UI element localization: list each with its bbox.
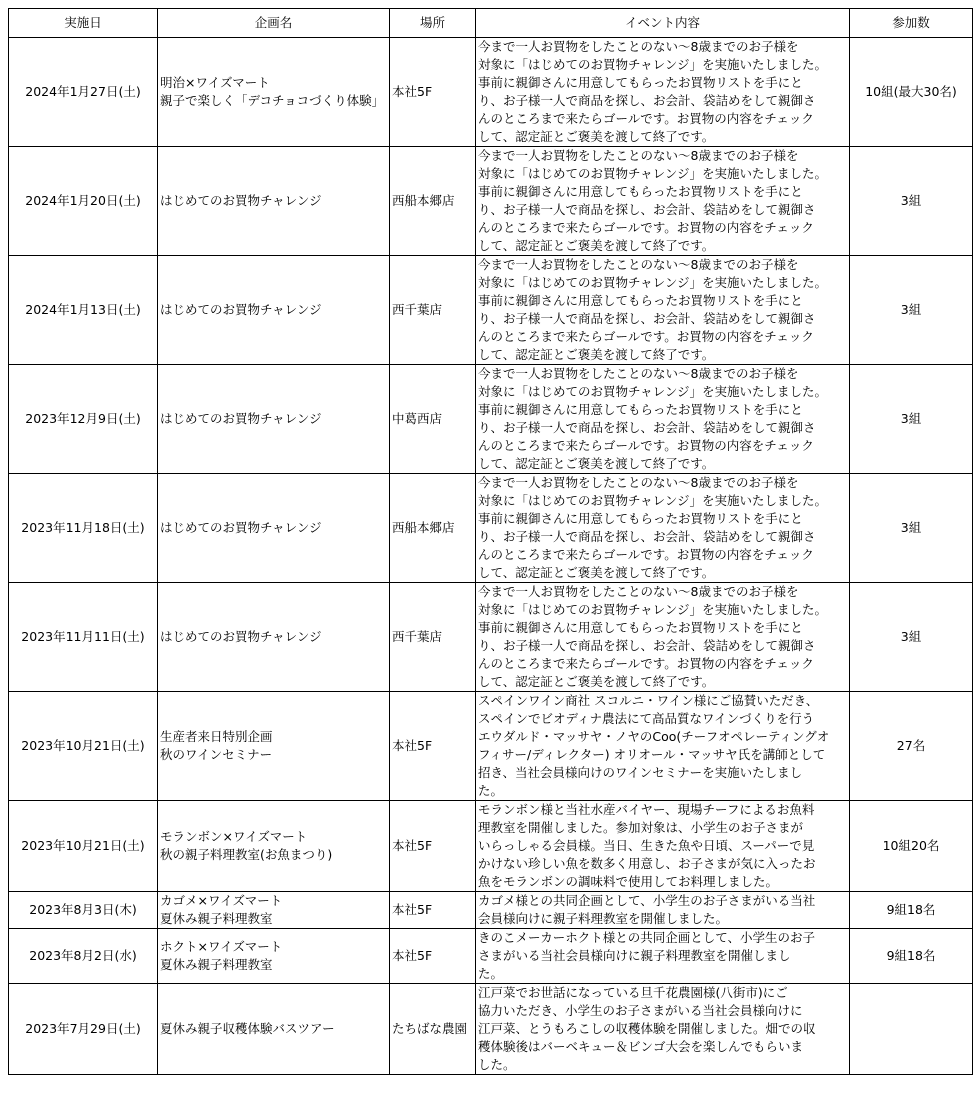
date-cell: 2023年11月18日(土) <box>9 474 158 583</box>
table-row <box>9 892 973 929</box>
date-cell: 2024年1月13日(土) <box>9 256 158 365</box>
place-cell: 西船本郷店 <box>390 474 476 583</box>
events-table <box>8 8 973 1075</box>
date-cell: 2023年11月11日(土) <box>9 583 158 692</box>
place-cell: 西千葉店 <box>390 256 476 365</box>
date-cell: 2023年12月9日(土) <box>9 365 158 474</box>
table-row <box>9 38 973 147</box>
table-row <box>9 474 973 583</box>
table-row <box>9 984 973 1075</box>
date-cell: 2023年8月3日(木) <box>9 892 158 929</box>
table-row <box>9 692 973 801</box>
participants-cell: 3組 <box>850 256 973 365</box>
table-row <box>9 365 973 474</box>
content-cell: きのこメーカーホクト様との共同企画として、小学生のお子 さまがいる当社会員様向けに親子料理教室を開催しまし た。 <box>476 929 850 984</box>
participants-cell: 9組18名 <box>850 892 973 929</box>
participants-cell: 10組(最大30名) <box>850 38 973 147</box>
header-participants: 参加数 <box>850 9 973 38</box>
event-name-cell: 生産者来日特別企画 秋のワインセミナー <box>158 692 390 801</box>
content-cell: 今まで一人お買物をしたことのない～8歳までのお子様を 対象に「はじめてのお買物チャレンジ」を実施いたしました。 事前に親御さんに用意してもらったお買物リストを手にと り、お子様一人で商品を探し、お会計、袋詰めをして親御さ んのところまで来たらゴールです。お買物の内容をチェック して、認定証とご褒美を渡して終了です。 <box>476 147 850 256</box>
participants-cell: 3組 <box>850 147 973 256</box>
table-row <box>9 801 973 892</box>
content-cell: 今まで一人お買物をしたことのない～8歳までのお子様を 対象に「はじめてのお買物チャレンジ」を実施いたしました。 事前に親御さんに用意してもらったお買物リストを手にと り、お子様一人で商品を探し、お会計、袋詰めをして親御さ んのところまで来たらゴールです。お買物の内容をチェック して、認定証とご褒美を渡して終了です。 <box>476 256 850 365</box>
header-event-name: 企画名 <box>158 9 390 38</box>
header-date: 実施日 <box>9 9 158 38</box>
place-cell: 本社5F <box>390 801 476 892</box>
event-name-cell: はじめてのお買物チャレンジ <box>158 147 390 256</box>
event-name-cell: はじめてのお買物チャレンジ <box>158 256 390 365</box>
content-cell: カゴメ様との共同企画として、小学生のお子さまがいる当社 会員様向けに親子料理教室を開催しました。 <box>476 892 850 929</box>
content-cell: 江戸菜でお世話になっている旦千花農園様(八街市)にご 協力いただき、小学生のお子さまがいる当社会員様向けに 江戸菜、とうもろこしの収穫体験を開催しました。畑での収 穫体験後はバーベキュー＆ビンゴ大会を楽しんでもらいま した。 <box>476 984 850 1075</box>
participants-cell: 9組18名 <box>850 929 973 984</box>
place-cell: 本社5F <box>390 929 476 984</box>
table-row <box>9 583 973 692</box>
participants-cell: 3組 <box>850 474 973 583</box>
participants-cell <box>850 984 973 1075</box>
date-cell: 2024年1月20日(土) <box>9 147 158 256</box>
event-name-cell: カゴメ×ワイズマート 夏休み親子料理教室 <box>158 892 390 929</box>
place-cell: 本社5F <box>390 38 476 147</box>
table-row <box>9 147 973 256</box>
event-name-cell: はじめてのお買物チャレンジ <box>158 583 390 692</box>
date-cell: 2023年10月21日(土) <box>9 692 158 801</box>
place-cell: 本社5F <box>390 692 476 801</box>
content-cell: 今まで一人お買物をしたことのない～8歳までのお子様を 対象に「はじめてのお買物チャレンジ」を実施いたしました。 事前に親御さんに用意してもらったお買物リストを手にと り、お子様一人で商品を探し、お会計、袋詰めをして親御さ んのところまで来たらゴールです。お買物の内容をチェック して、認定証とご褒美を渡して終了です。 <box>476 474 850 583</box>
place-cell: たちばな農園 <box>390 984 476 1075</box>
participants-cell: 27名 <box>850 692 973 801</box>
event-name-cell: ホクト×ワイズマート 夏休み親子料理教室 <box>158 929 390 984</box>
date-cell: 2023年10月21日(土) <box>9 801 158 892</box>
header-content: イベント内容 <box>476 9 850 38</box>
place-cell: 西船本郷店 <box>390 147 476 256</box>
event-name-cell: モランボン×ワイズマート 秋の親子料理教室(お魚まつり) <box>158 801 390 892</box>
header-place: 場所 <box>390 9 476 38</box>
place-cell: 本社5F <box>390 892 476 929</box>
content-cell: スペインワイン商社 スコルニ・ワイン様にご協賛いただき、 スペインでビオディナ農法にて高品質なワインづくりを行う エウダルド・マッサヤ・ノヤのCoo(チーフオペレーティングオ フィサー/ディレクター) オリオール・マッサヤ氏を講師として 招き、当社会員様向けのワインセミナーを実施いたしまし た。 <box>476 692 850 801</box>
table-row <box>9 256 973 365</box>
participants-cell: 3組 <box>850 583 973 692</box>
event-name-cell: 明治×ワイズマート 親子で楽しく「デコチョコづくり体験」 <box>158 38 390 147</box>
date-cell: 2024年1月27日(土) <box>9 38 158 147</box>
place-cell: 西千葉店 <box>390 583 476 692</box>
event-name-cell: はじめてのお買物チャレンジ <box>158 474 390 583</box>
place-cell: 中葛西店 <box>390 365 476 474</box>
participants-cell: 3組 <box>850 365 973 474</box>
header-row <box>9 9 973 38</box>
event-name-cell: はじめてのお買物チャレンジ <box>158 365 390 474</box>
date-cell: 2023年8月2日(水) <box>9 929 158 984</box>
participants-cell: 10組20名 <box>850 801 973 892</box>
content-cell: モランボン様と当社水産バイヤー、現場チーフによるお魚料 理教室を開催しました。参加対象は、小学生のお子さまが いらっしゃる会員様。当日、生きた魚や日頃、スーパーで見 かけない珍しい魚を数多く用意し、お子さまが気に入ったお 魚をモランボンの調味料で使用してお料理しました。 <box>476 801 850 892</box>
date-cell: 2023年7月29日(土) <box>9 984 158 1075</box>
table-row <box>9 929 973 984</box>
content-cell: 今まで一人お買物をしたことのない～8歳までのお子様を 対象に「はじめてのお買物チャレンジ」を実施いたしました。 事前に親御さんに用意してもらったお買物リストを手にと り、お子様一人で商品を探し、お会計、袋詰めをして親御さ んのところまで来たらゴールです。お買物の内容をチェック して、認定証とご褒美を渡して終了です。 <box>476 583 850 692</box>
event-name-cell: 夏休み親子収穫体験バスツアー <box>158 984 390 1075</box>
content-cell: 今まで一人お買物をしたことのない～8歳までのお子様を 対象に「はじめてのお買物チャレンジ」を実施いたしました。 事前に親御さんに用意してもらったお買物リストを手にと り、お子様一人で商品を探し、お会計、袋詰めをして親御さ んのところまで来たらゴールです。お買物の内容をチェック して、認定証とご褒美を渡して終了です。 <box>476 38 850 147</box>
content-cell: 今まで一人お買物をしたことのない～8歳までのお子様を 対象に「はじめてのお買物チャレンジ」を実施いたしました。 事前に親御さんに用意してもらったお買物リストを手にと り、お子様一人で商品を探し、お会計、袋詰めをして親御さ んのところまで来たらゴールです。お買物の内容をチェック して、認定証とご褒美を渡して終了です。 <box>476 365 850 474</box>
